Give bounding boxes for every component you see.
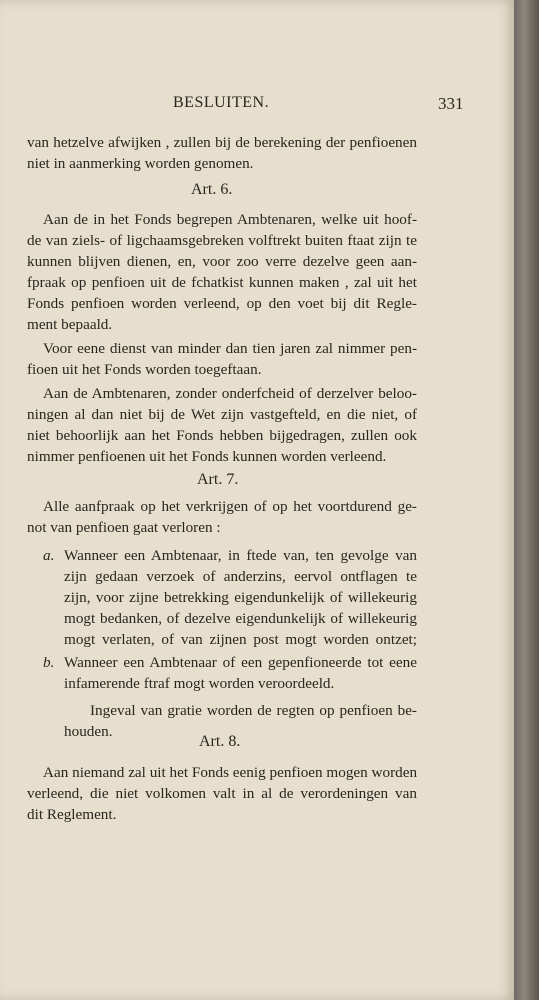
text-line: kunnen blijven dienen, en, voor zoo verre dezelve geen aan- (27, 253, 417, 270)
text-line: Voor eene dienst van minder dan tien jaren zal nimmer pen- (43, 340, 417, 357)
text-line: verleend, die niet volkomen valt in al de verordeningen van (27, 785, 417, 802)
text-line: Fonds penfioen worden verleend, op den voet bij dit Regle- (27, 295, 417, 312)
text-line: ningen al dan niet bij de Wet zijn vastgefteld, en die niet, of (27, 406, 417, 423)
text-line: van hetzelve afwijken , zullen bij de berekening der penfioenen (27, 134, 417, 151)
text-line: zijn, voor zijne betrekking eigendunkelijk of willekeurig (64, 589, 417, 606)
page-edge (514, 0, 539, 1000)
text-line: dit Reglement. (27, 806, 117, 823)
text-line: fpraak op penfioen uit de fchatkist kunnen maken , zal uit het (27, 274, 417, 291)
item-a-label: a. (43, 547, 55, 564)
text-line: not van penfioen gaat verloren : (27, 519, 221, 536)
text-line: Ingeval van gratie worden de regten op penfioen be- (90, 702, 417, 719)
text-line: de van ziels- of ligchaamsgebreken volftrekt buiten ftaat zijn te (27, 232, 417, 249)
text-line: Wanneer een Ambtenaar of een gepenfioneerde tot eene (64, 654, 417, 671)
article-6-heading: Art. 6. (191, 181, 233, 198)
text-line: fioen uit het Fonds worden toegeftaan. (27, 361, 262, 378)
text-line: Alle aanfpraak op het verkrijgen of op het voortdurend ge- (43, 498, 417, 515)
text-line: niet in aanmerking worden genomen. (27, 155, 254, 172)
text-line: Aan de in het Fonds begrepen Ambtenaren, welke uit hoof- (43, 211, 417, 228)
article-7-heading: Art. 7. (197, 471, 239, 488)
running-header: BESLUITEN. (173, 94, 270, 111)
text-line: Aan de Ambtenaren, zonder onderfcheid of derzelver beloo- (43, 385, 417, 402)
text-line: houden. (64, 723, 113, 740)
text-line: mogt verlaten, of van zijnen post mogt worden ontzet; (64, 631, 417, 648)
text-line: ment bepaald. (27, 316, 113, 333)
text-line: mogt bedanken, of dezelve eigendunkelijk of willekeurig (64, 610, 417, 627)
text-line: zijn gedaan verzoek of anderzins, eervol ontflagen te (64, 568, 417, 585)
text-line: Aan niemand zal uit het Fonds eenig penfioen mogen worden (43, 764, 418, 781)
text-line: Wanneer een Ambtenaar, in ftede van, ten gevolge van (64, 547, 417, 564)
page-number: 331 (438, 94, 464, 113)
text-line: niet behoorlijk aan het Fonds hebben bijgedragen, zullen ook (27, 427, 417, 444)
item-b-label: b. (43, 654, 55, 671)
article-8-heading: Art. 8. (199, 733, 241, 750)
text-line: infamerende ftraf mogt worden veroordeeld. (64, 675, 335, 692)
text-line: nimmer penfioenen uit het Fonds kunnen worden verleend. (27, 448, 387, 465)
